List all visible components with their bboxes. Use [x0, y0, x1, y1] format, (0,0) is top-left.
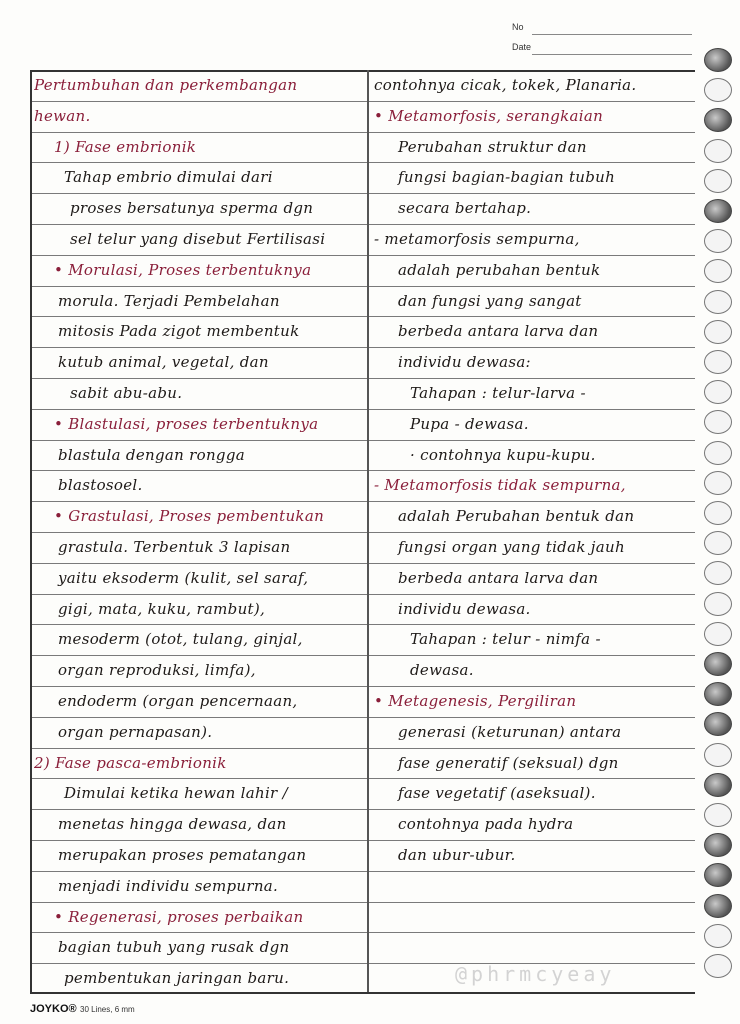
right-line: - metamorfosis sempurna,	[374, 229, 580, 248]
binder-hole	[704, 199, 732, 223]
binder-hole	[704, 561, 732, 585]
binder-hole	[704, 139, 732, 163]
date-label: Date	[512, 42, 532, 52]
right-line: dan fungsi yang sangat	[398, 291, 582, 310]
left-line: 1) Fase embrionik	[54, 137, 197, 156]
left-line: yaitu eksoderm (kulit, sel saraf,	[58, 568, 309, 587]
right-column	[374, 70, 692, 994]
binder-hole	[704, 471, 732, 495]
right-line: fungsi organ yang tidak jauh	[398, 537, 625, 556]
right-line: contohnya pada hydra	[398, 815, 574, 834]
right-line: Tahapan : telur - nimfa -	[410, 630, 601, 649]
binder-hole	[704, 48, 732, 72]
left-line: blastula dengan rongga	[58, 445, 245, 464]
binder-holes	[700, 40, 736, 1000]
ruled-sheet	[30, 70, 695, 994]
binder-hole	[704, 229, 732, 253]
left-line: bagian tubuh yang rusak dgn	[58, 938, 290, 957]
binder-hole	[704, 169, 732, 193]
no-line	[532, 34, 692, 35]
left-line: pembentukan jaringan baru.	[64, 969, 290, 988]
binder-hole	[704, 410, 732, 434]
left-line: hewan.	[34, 106, 91, 125]
binder-hole	[704, 682, 732, 706]
right-line: adalah perubahan bentuk	[398, 260, 601, 279]
binder-hole	[704, 954, 732, 978]
right-line: • Metamorfosis, serangkaian	[374, 106, 604, 125]
binder-hole	[704, 108, 732, 132]
date-line	[532, 54, 692, 55]
right-line: secara bertahap.	[398, 199, 532, 218]
left-margin-line	[30, 70, 32, 994]
binder-hole	[704, 320, 732, 344]
binder-hole	[704, 290, 732, 314]
right-line: generasi (keturunan) antara	[398, 722, 622, 741]
left-line: grastula. Terbentuk 3 lapisan	[58, 537, 291, 556]
left-line: morula. Terjadi Pembelahan	[58, 291, 280, 310]
left-line: • Grastulasi, Proses pembentukan	[54, 507, 325, 526]
binder-hole	[704, 441, 732, 465]
right-line: fase generatif (seksual) dgn	[398, 753, 619, 772]
binder-hole	[704, 652, 732, 676]
right-line	[374, 932, 692, 963]
binder-hole	[704, 78, 732, 102]
binder-hole	[704, 863, 732, 887]
right-line: berbeda antara larva dan	[398, 322, 599, 341]
paper-spec: 30 Lines, 6 mm	[80, 1005, 135, 1014]
left-line: sabit abu-abu.	[70, 383, 183, 402]
right-line: Pupa - dewasa.	[410, 414, 529, 433]
left-line: organ pernapasan).	[58, 722, 213, 741]
right-line: individu dewasa.	[398, 599, 531, 618]
left-line: menetas hingga dewasa, dan	[58, 815, 287, 834]
left-line: proses bersatunya sperma dgn	[70, 199, 314, 218]
left-line: 2) Fase pasca-embrionik	[34, 753, 227, 772]
binder-hole	[704, 712, 732, 736]
left-line: • Blastulasi, proses terbentuknya	[54, 414, 319, 433]
left-line: merupakan proses pematangan	[58, 845, 307, 864]
left-line: • Regenerasi, proses perbaikan	[54, 907, 304, 926]
right-line: dewasa.	[410, 661, 474, 680]
binder-hole	[704, 592, 732, 616]
binder-hole	[704, 350, 732, 374]
binder-hole	[704, 924, 732, 948]
right-line: individu dewasa:	[398, 353, 531, 372]
brand-logo: JOYKO®	[30, 1003, 77, 1015]
left-line: blastosoel.	[58, 476, 143, 495]
right-line: Perubahan struktur dan	[398, 137, 587, 156]
left-line: organ reproduksi, limfa),	[58, 661, 256, 680]
binder-hole	[704, 622, 732, 646]
left-line: menjadi individu sempurna.	[58, 876, 279, 895]
no-label: No	[512, 22, 524, 32]
right-line: · contohnya kupu-kupu.	[410, 445, 596, 464]
right-line	[374, 871, 692, 902]
watermark: @phrmcyeay	[455, 962, 616, 986]
right-line: contohnya cicak, tokek, Planaria.	[374, 76, 637, 94]
binder-hole	[704, 833, 732, 857]
binder-hole	[704, 501, 732, 525]
binder-hole	[704, 894, 732, 918]
binder-hole	[704, 259, 732, 283]
right-line: - Metamorfosis tidak sempurna,	[374, 476, 626, 495]
binder-hole	[704, 380, 732, 404]
left-line: gigi, mata, kuku, rambut),	[58, 599, 266, 618]
left-line: kutub animal, vegetal, dan	[58, 353, 269, 372]
right-line: berbeda antara larva dan	[398, 568, 599, 587]
binder-hole	[704, 773, 732, 797]
binder-hole	[704, 743, 732, 767]
left-line: Tahap embrio dimulai dari	[64, 168, 273, 187]
left-line: mitosis Pada zigot membentuk	[58, 322, 300, 341]
right-line: • Metagenesis, Pergiliran	[374, 691, 577, 710]
left-line: Pertumbuhan dan perkembangan	[34, 76, 298, 94]
left-line: mesoderm (otot, tulang, ginjal,	[58, 630, 303, 649]
right-line: fungsi bagian-bagian tubuh	[398, 168, 616, 187]
left-column	[34, 70, 366, 994]
left-line: endoderm (organ pencernaan,	[58, 691, 298, 710]
binder-hole	[704, 531, 732, 555]
left-line: Dimulai ketika hewan lahir /	[64, 784, 288, 803]
center-divider	[367, 70, 369, 994]
right-line: adalah Perubahan bentuk dan	[398, 507, 635, 526]
left-line: sel telur yang disebut Fertilisasi	[70, 229, 326, 248]
left-line: • Morulasi, Proses terbentuknya	[54, 260, 312, 279]
right-line: fase vegetatif (aseksual).	[398, 784, 596, 803]
right-line: Tahapan : telur-larva -	[410, 383, 586, 402]
right-line: dan ubur-ubur.	[398, 845, 516, 864]
binder-hole	[704, 803, 732, 827]
right-line	[374, 902, 692, 933]
